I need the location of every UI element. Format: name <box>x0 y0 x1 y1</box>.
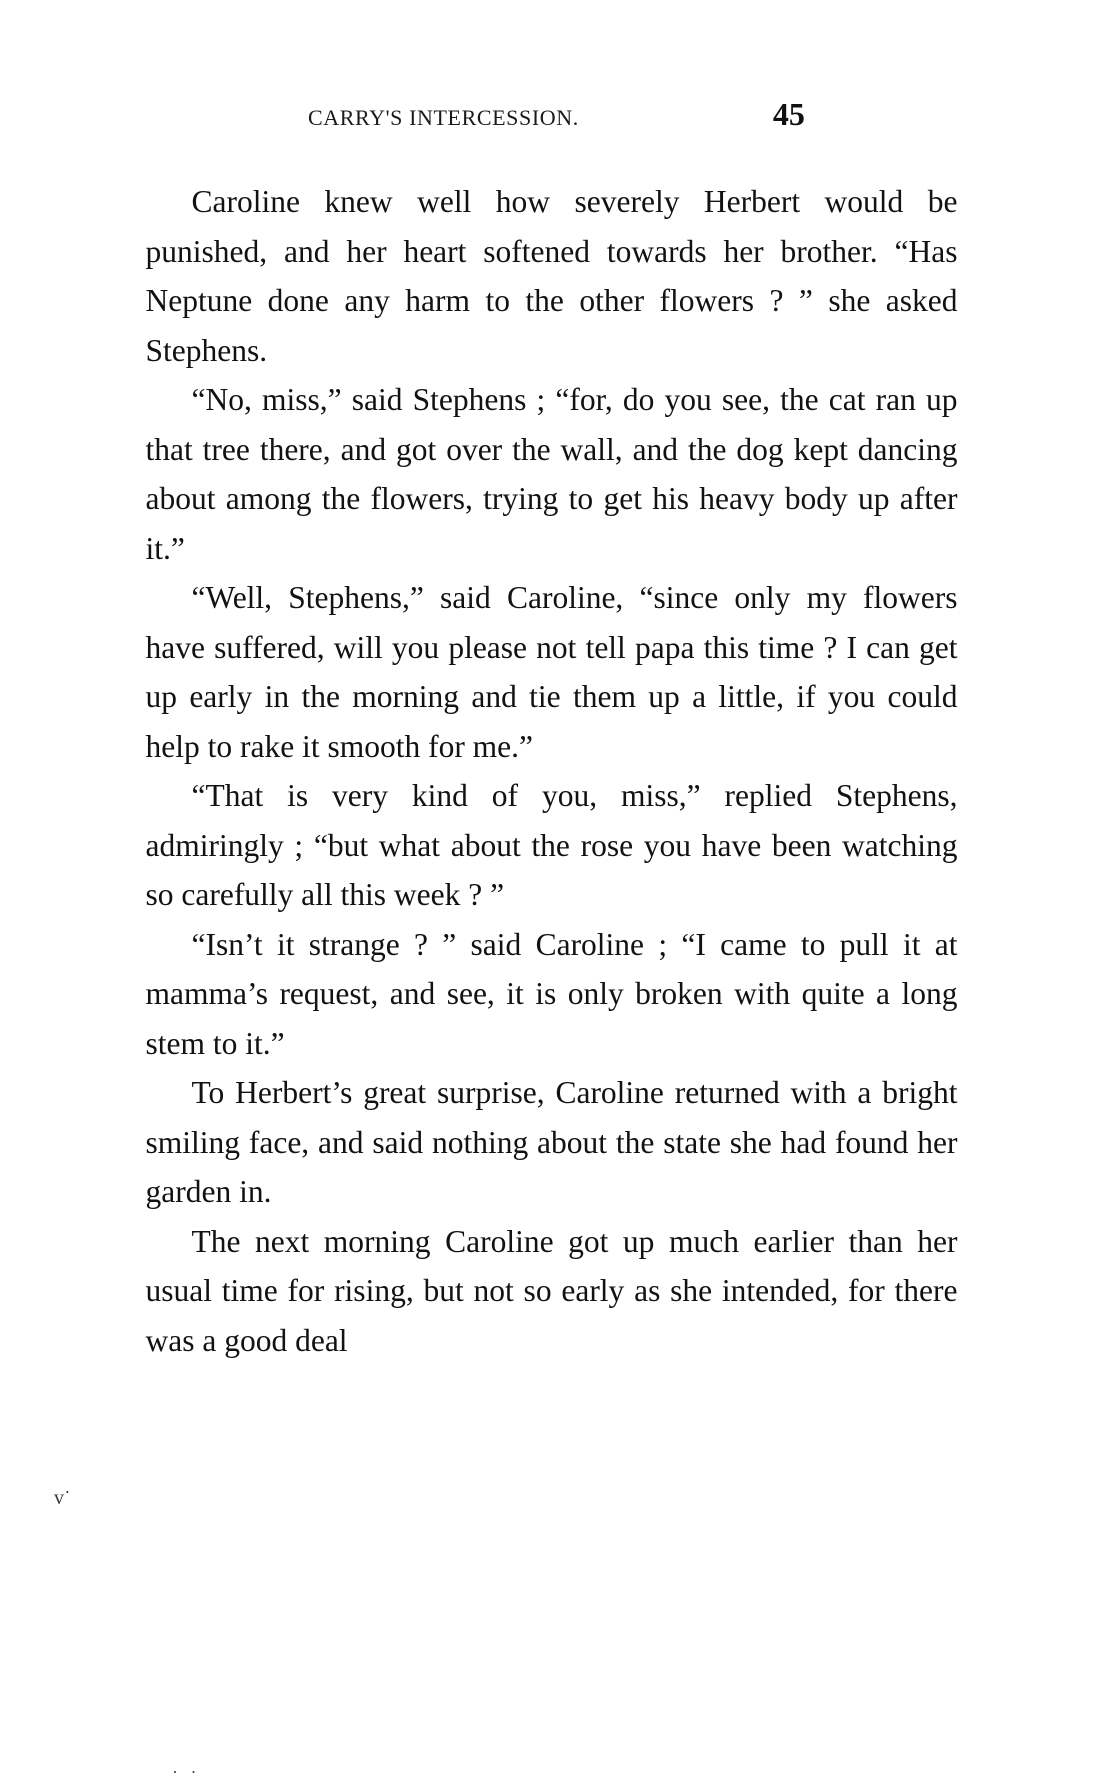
catchword-mark: ᴠ˙ <box>54 1487 71 1509</box>
paragraph: “That is very kind of you, miss,” replied Stephens, admiringly ; “but what about the rose you have been watching so carefully all this week ? ” <box>145 778 958 912</box>
paragraph: “Well, Stephens,” said Caroline, “since only my flowers have suffered, will you please not tell papa this time ? I can get up early in the morning and tie them up a little, if you could help to rake it smooth for me.” <box>145 580 958 764</box>
body-text <box>146 177 958 1365</box>
paragraph: The next morning Caroline got up much earlier than her usual time for rising, but not so early as she intended, for there was a good deal <box>145 1223 958 1358</box>
paragraph: To Herbert’s great surprise, Caroline returned with a bright smiling face, and said nothing about the state she had found her garden in. <box>145 1075 958 1209</box>
footer-mark: · · <box>172 1762 201 1782</box>
page-number: 45 <box>772 96 805 132</box>
page-content <box>50 96 1053 1365</box>
page-header <box>50 96 1053 133</box>
paragraph: “Isn’t it strange ? ” said Caroline ; “I came to pull it at mamma’s request, and see, it is only broken with quite a long stem to it.” <box>145 926 958 1061</box>
running-head: CARRY'S INTERCESSION. <box>308 105 579 130</box>
paragraph: Caroline knew well how severely Herbert would be punished, and her heart softened towards her brother. “Has Neptune done any harm to the other flowers ? ” she asked Stephens. <box>145 184 958 368</box>
paragraph: “No, miss,” said Stephens ; “for, do you see, the cat ran up that tree there, and got over the wall, and the dog kept dancing about among the flowers, trying to get his heavy body up after it.” <box>145 382 958 566</box>
